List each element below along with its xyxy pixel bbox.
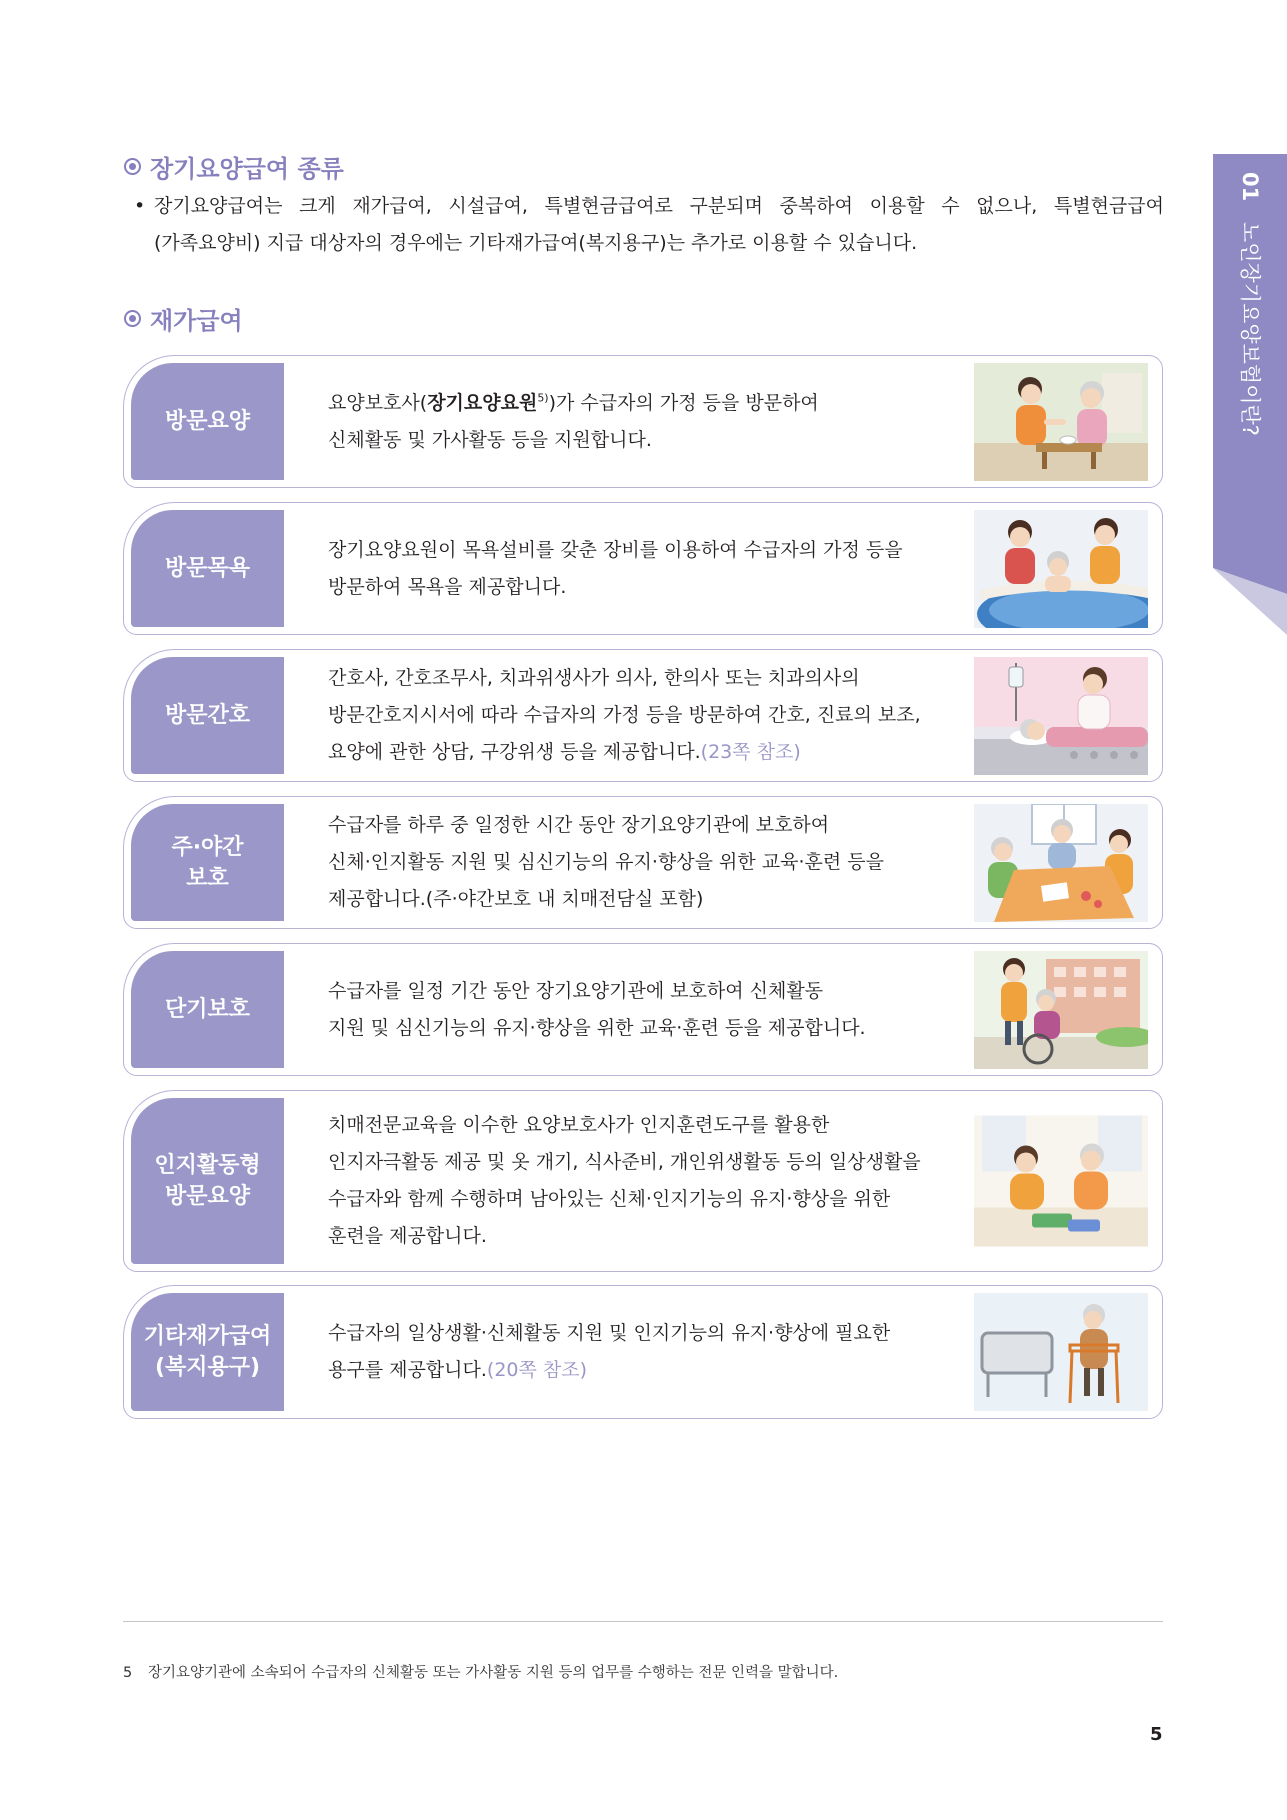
service-description-line: 방문간호지시서에 따라 수급자의 가정 등을 방문하여 간호, 진료의 보조,	[328, 704, 921, 726]
chapter-title: 노인장기요양보험이란?	[1238, 221, 1262, 436]
caregiver-figure	[1005, 520, 1035, 584]
service-description-line: 지원 및 심신기능의 유지·향상을 위한 교육·훈련 등을 제공합니다.	[328, 1016, 866, 1039]
service-label-line: 방문간호	[164, 703, 250, 728]
service-label	[131, 657, 284, 774]
illustration-short-term-care	[974, 951, 1148, 1069]
bullet-text	[154, 188, 1164, 262]
service-description	[328, 944, 866, 1075]
page-number: 5	[1150, 1724, 1163, 1745]
service-description-line: 방문하여 목욕을 제공합니다.	[328, 575, 567, 598]
service-card-home-visit-care	[123, 355, 1163, 488]
illustration-day-night-care	[974, 804, 1148, 922]
footnote-marker: 5)	[537, 391, 549, 405]
service-card-home-visit-nursing	[123, 649, 1163, 782]
service-description-line: 장기요양요원이 목욕설비를 갖춘 장비를 이용하여 수급자의 가정 등을	[328, 538, 903, 561]
service-description-line: 신체활동 및 가사활동 등을 지원합니다.	[328, 428, 652, 451]
description-text: 요양에 관한 상담, 구강위생 등을 제공합니다.	[328, 741, 701, 763]
illustration-cognitive-activity-care	[974, 1116, 1148, 1247]
footnote-text: 장기요양기관에 소속되어 수급자의 신체활동 또는 가사활동 지원 등의 업무를 수행하는 전문 인력을 말합니다.	[148, 1665, 839, 1681]
service-description	[328, 356, 819, 487]
illustration-welfare-equipment	[974, 1293, 1148, 1411]
service-label-line: 단기보호	[164, 997, 250, 1022]
service-label	[131, 951, 284, 1068]
service-description-line: 제공합니다.(주·야간보호 내 치매전담실 포함)	[328, 888, 704, 910]
illustration-home-visit-care	[974, 363, 1148, 481]
service-description-line	[328, 1352, 890, 1389]
service-label-line: 보호	[186, 865, 229, 891]
service-description	[328, 1286, 890, 1418]
service-label-line: (복지용구)	[154, 1355, 261, 1380]
section-heading-home-care	[124, 303, 243, 333]
service-description-line: 수급자의 일상생활·신체활동 지원 및 인지기능의 유지·향상에 필요한	[328, 1322, 891, 1344]
service-label	[131, 510, 284, 627]
service-card-cognitive-activity-care	[123, 1090, 1163, 1272]
description-text: 요양보호사(	[328, 391, 428, 414]
service-description-line: 훈련을 제공합니다.	[328, 1225, 487, 1247]
service-label-line: 방문목욕	[164, 556, 250, 581]
footnote-number: 5	[123, 1665, 133, 1681]
service-label	[131, 1098, 284, 1264]
service-description-line: 수급자를 일정 기간 동안 장기요양기관에 보호하여 신체활동	[328, 979, 824, 1002]
service-label-line: 기타재가급여	[143, 1324, 272, 1349]
section-heading-benefit-types	[124, 151, 344, 181]
bullet-line: 장기요양급여는 크게 재가급여, 시설급여, 특별현금급여로 구분되며 중복하여 이용할 수 없으나, 특별현금급여	[154, 195, 1164, 217]
page-reference: (20쪽 참조)	[486, 1359, 588, 1381]
service-description-line	[328, 385, 819, 422]
bullet-symbol: •	[134, 195, 146, 217]
service-description-line: 수급자를 하루 중 일정한 시간 동안 장기요양기관에 보호하여	[328, 814, 830, 836]
page-reference: (23쪽 참조)	[700, 741, 801, 763]
service-card-short-term-care	[123, 943, 1163, 1076]
service-description-line: 인지자극활동 제공 및 옷 개기, 식사준비, 개인위생활동 등의 일상생활을	[328, 1151, 921, 1173]
service-label-line: 인지활동형	[154, 1153, 261, 1178]
caregiver-figure	[1090, 518, 1120, 584]
service-label	[131, 1293, 284, 1411]
service-card-home-visit-bathing	[123, 502, 1163, 635]
service-description	[328, 650, 921, 781]
service-description-line: 신체·인지활동 지원 및 심신기능의 유지·향상을 위한 교육·훈련 등을	[328, 851, 884, 873]
footnote-divider	[123, 1621, 1163, 1622]
service-label-line: 방문요양	[164, 409, 250, 434]
service-description	[328, 797, 884, 928]
section-heading-text: 재가급여	[150, 306, 243, 335]
description-text: 용구를 제공합니다.	[328, 1359, 487, 1381]
illustration-home-visit-nursing	[974, 657, 1148, 775]
description-bold-term: 장기요양요원	[427, 391, 538, 414]
bullet-line: (가족요양비) 지급 대상자의 경우에는 기타재가급여(복지용구)는 추가로 이용할 수 있습니다.	[154, 232, 918, 254]
description-text: )가 수급자의 가정 등을 방문하여	[548, 391, 819, 414]
service-description-line: 간호사, 간호조무사, 치과위생사가 의사, 한의사 또는 치과의사의	[328, 667, 860, 689]
service-description-line: 수급자와 함께 수행하며 남아있는 신체·인지기능의 유지·향상을 위한	[328, 1188, 891, 1210]
circled-dot-icon	[124, 158, 141, 175]
chapter-number: 01	[1238, 172, 1262, 202]
service-label	[131, 363, 284, 480]
care-facility-building	[1046, 959, 1140, 1033]
service-description-line	[328, 734, 921, 771]
section-heading-text: 장기요양급여 종류	[150, 154, 344, 183]
chapter-tab-label	[1213, 172, 1287, 436]
service-label-line: 주·야간	[171, 834, 244, 860]
service-description	[328, 1091, 921, 1271]
elderly-figure	[1077, 381, 1107, 447]
service-label-line: 방문요양	[164, 1184, 250, 1209]
service-card-day-night-care	[123, 796, 1163, 929]
service-description-line: 치매전문교육을 이수한 요양보호사가 인지훈련도구를 활용한	[328, 1114, 830, 1136]
service-label	[131, 804, 284, 921]
service-card-welfare-equipment	[123, 1285, 1163, 1419]
service-description	[328, 503, 903, 634]
circled-dot-icon	[124, 310, 141, 327]
illustration-home-visit-bathing	[974, 510, 1148, 628]
